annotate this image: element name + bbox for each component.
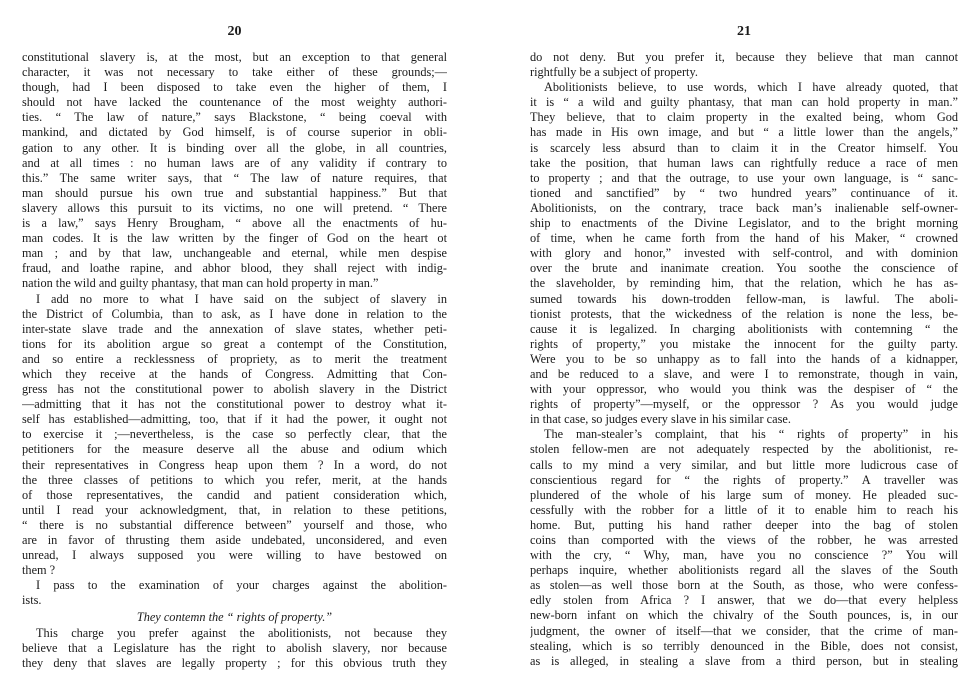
text-line: which they receive at the hands of Congress. Admitting that Con- [22,366,447,381]
text-line: I add no more to what I have said on the subject of slavery in [36,291,447,306]
text-line: perhaps inquire, whether abolitionists regard all the slaves of the South [530,563,958,578]
text-line: conscientious regard for “ the rights of property.” A traveller was [530,472,958,487]
text-line: as stolen—as well those born at the South, as those, who were confess- [530,578,958,593]
page-right [530,0,958,681]
text-line: “ there is no substantial difference between” yourself and those, who [22,517,447,532]
text-line: man ; and by that law, unchangeable and eternal, while men despise [22,246,447,261]
text-line: coins than comported with the views of the robber, he was arrested [530,533,958,547]
text-line: them ? [22,563,56,578]
text-line: Abolitionists, on the contrary, trace back man’s inalienable self-owner- [530,200,958,215]
text-line: though, had I been disposed to take even the higher of them, I [22,80,447,95]
text-line: I pass to the examination of your charges against the abolition- [36,578,447,593]
text-line: character, it was not necessary to take either of these grounds;— [22,65,447,80]
text-line: and be reduced to a slave, and were I to remonstrate, though in vain, [530,366,958,381]
text-line: the three classes of petitions to which you refer, merit, at the hands [22,472,447,487]
text-line: inter-state slave trade and the annexation of slave states, whether peti- [22,321,447,336]
page-body [22,50,447,671]
text-line: They believe, that to claim property in the exalted being, whom God [530,110,958,125]
text-line: stolen fellow-men are not adequately respected by the abolitionist, re- [530,442,958,457]
text-line: mankind, and dictated by God himself, is of course superior in obli- [22,125,447,140]
text-line: rightfully be a subject of property. [530,65,698,80]
text-line: should not have lacked the countenance of the most weighty authori- [22,95,447,110]
text-line: plundered of the whole of his large sum of money. He pleaded suc- [530,487,958,502]
text-line: has made in His own image, and but “ a little lower than the angels,” [530,125,958,140]
text-line: cause it is legalized. In charging abolitionists with contemning “ the [530,321,958,336]
text-line: rights of property”—myself, or the oppressor ? As you would judge [530,397,958,412]
text-line: gation to any other. It is binding over all the globe, in all countries, [22,140,447,155]
text-line: man codes. It is the law written by the finger of God on the heart ot [22,231,447,246]
text-line: believe that a Legislature has the right to abolish slavery, nor because [22,640,447,655]
text-line: self has established—admitting, too, that if it had the power, it ought not [22,412,447,427]
text-line: and so entire a recklessness of propriety, as to merit the treatment [22,351,447,366]
text-line: Abolitionists believe, to use words, which I have already quoted, that [544,80,958,95]
text-line: ists. [22,593,42,608]
text-line: their representatives in Congress heap upon them ? In a word, do not [22,457,447,472]
text-line: over the brute and inanimate creation. You soothe the conscience of [530,261,958,276]
section-heading: They contemn the “ rights of property.” [136,610,333,625]
text-line: judgment, the owner of itself—that we consider, that the crime of man- [530,623,958,638]
page-body [530,50,958,669]
text-line: is a law,” says Henry Brougham, “ above all the enactments of hu- [22,216,447,231]
text-line: as is alleged, in stealing a slave from a third person, but in stealing [530,653,958,668]
text-line: —admitting that it has not the constitutional power to destroy what it- [22,397,447,412]
text-line: and at all times : no human laws are of any validity if contrary to [22,155,447,170]
text-line: are in favor of thrusting them aside undebated, unconsidered, and even [22,533,447,547]
text-line: unread, I always supposed you were willing to have bestowed on [22,548,447,563]
text-line: The man-stealer’s complaint, that his “ rights of property” in his [544,427,958,442]
page-number: 20 [227,24,242,39]
text-line: petitioners for the measure deserve all the abuse and odium which [22,442,447,457]
text-line: ties. “ The law of nature,” says Blackstone, “ being coeval with [22,110,447,125]
text-line: to exercise it ;—nevertheless, is the case so perfectly clear, that the [22,427,447,442]
page-number: 21 [737,24,751,39]
text-line: rights of property,” you mistake the innocent for the guilty party. [530,336,958,351]
text-line: tioned and sanctified” by “ two hundred years” continuance of it. [530,185,958,200]
text-line: This charge you prefer against the abolitionists, not because they [36,625,447,640]
text-line: this.” The same writer says, that “ The law of nature requires, that [22,170,447,185]
text-line: until I read your acknowledgment, that, in relation to these petitions, [22,502,447,517]
text-line: of those representatives, the candid and patient consideration which, [22,487,447,502]
text-line: nation the wild and guilty phantasy, that man can hold property in man.” [22,276,379,291]
text-line: new-born infant on which the chivalry of the South pounces, is, in our [530,608,958,623]
text-line: cessfully with the robber for a little of it to enable him to reach his [530,502,958,517]
text-line: tions for its abolition argue so great a contempt of the Constitution, [22,336,447,351]
text-line: man should pursue his own true and substantial happiness.” But that [22,185,447,200]
text-line: gress has not the constitutional power to abolish slavery in the District [22,382,447,397]
text-line: sumed towards his down-trodden fellow-man, is lawful. The aboli- [530,291,958,306]
text-line: ship to enactments of the Divine Legislator, and to the bright morning [530,216,958,231]
text-line: constitutional slavery is, at the most, but an exception to that general [22,50,447,64]
text-line: it is “ a wild and guilty phantasy, that man can hold property in man.” [530,95,958,110]
text-line: home. But, putting his hand rather deeper into the bag of stolen [530,517,958,532]
text-line: they deny that slaves are legally property ; for this obvious truth they [22,655,447,670]
text-line: fraud, and loathe rapine, and abhor blood, they shall reject with indig- [22,261,447,276]
text-line: the slaveholder, by reminding him, that the relation, which he has as- [530,276,958,291]
text-line: Were you to be so unhappy as to fall into the hands of a kidnapper, [530,351,958,366]
text-line: to property ; and that the outrage, to use your own language, is “ sanc- [530,170,958,185]
text-line: stealing, which is so terribly denounced in the Bible, does not consist, [530,638,958,653]
text-line: of time, when he came forth from the hand of his Maker, “ crowned [530,231,958,246]
text-line: tionist protests, that the wickedness of the relation is none the less, be- [530,306,958,321]
text-line: with your oppressor, who would you think was the despiser of “ the [530,382,958,397]
text-line: do not deny. But you prefer it, because they believe that man cannot [530,50,958,64]
text-line: edly stolen from Africa ? I answer, that we do—that every helpless [530,593,958,608]
text-line: is scarcely less absurd than to claim it in the Creator himself. You [530,140,958,155]
text-line: calls to my mind a very similar, and but little more ludicrous case of [530,457,958,472]
text-line: with glory and honor,” invested with self-control, and with dominion [530,246,958,261]
text-line: take the position, that human laws can rightfully reduce a race of men [530,155,958,170]
text-line: the District of Columbia, than to ask, as I have done in relation to the [22,306,447,321]
text-line: slavery allows this pursuit to its victims, no one will pretend. “ There [22,200,447,215]
text-line: in that case, so judges every slave in his similar case. [530,412,791,427]
page-left [22,0,447,681]
text-line: with the cry, “ Why, man, have you no conscience ?” You will [530,548,958,563]
